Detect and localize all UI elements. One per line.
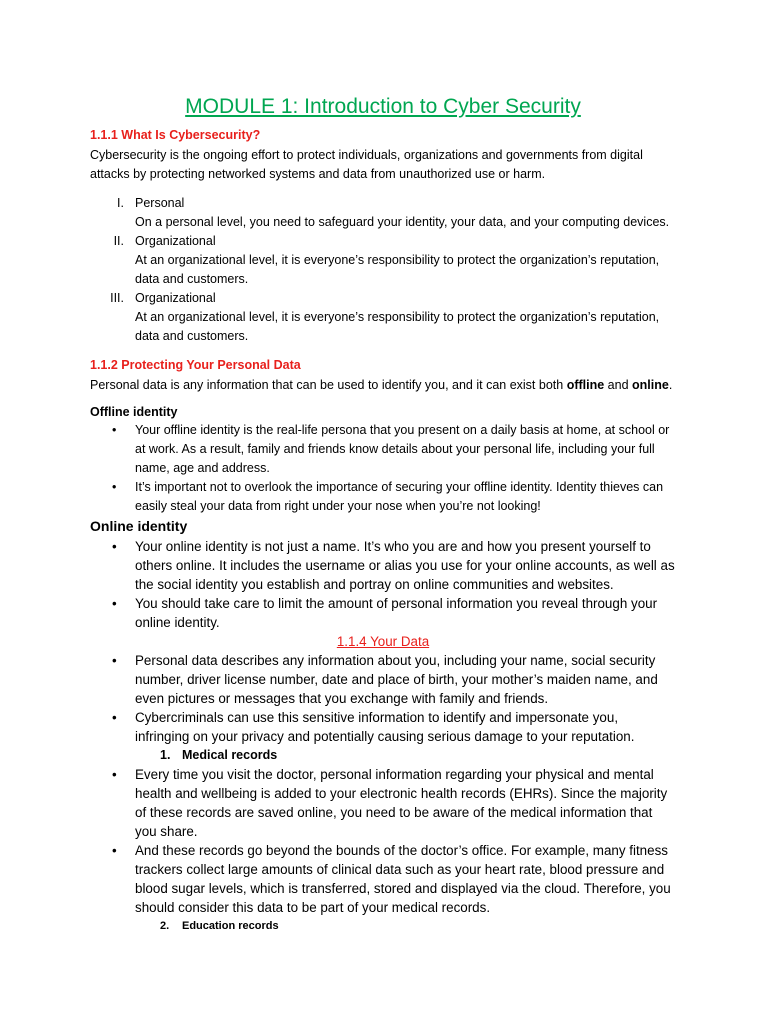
list-item [90,537,676,594]
list-item-text: Every time you visit the doctor, personal information regarding your physical and mental health and wellbeing is added to your electronic health records (EHRs). Since the majority of these records are saved online, you need to be aware of the medical information that you share. [135,767,668,839]
page-title: MODULE 1: Introduction to Cyber Security [185,95,581,118]
medical-records-heading [90,746,676,765]
list-item-text: Your online identity is not just a name. It’s who you are and how you present yourself to others online. It includes the username or alias you use for your online accounts, as well as the social identity you establish and portray on online communities and websites. [135,539,675,592]
personal-data-intro [90,376,676,395]
bullet-icon: • [112,596,117,611]
list-item [90,594,676,632]
roman-numeral: II. [113,234,124,248]
list-item-text: At an organizational level, it is everyone’s responsibility to protect the organization’s reputation, data and customers. [135,253,660,286]
list-item-text: Your offline identity is the real-life persona that you present on a daily basis at home, at school or at work. As a result, family and friends know details about your personal life, including your full name, age and address. [135,423,670,475]
list-item [90,841,676,917]
list-item-title: Organizational [135,291,216,305]
medical-records-list [90,765,676,917]
list-item [90,651,676,708]
list-item-text: At an organizational level, it is everyone’s responsibility to protect the organization’s reputation, data and customers. [135,310,660,343]
online-identity-list [90,537,676,632]
bullet-icon: • [112,653,117,668]
bullet-icon: • [112,767,117,782]
item-label: Medical records [182,748,278,762]
list-item-title: Organizational [135,234,216,248]
cybersecurity-levels-list [90,194,676,346]
intro-text: Personal data is any information that can be used to identify you, and it can exist both [90,378,567,392]
bullet-icon: • [112,423,117,437]
item-label: Education records [182,920,279,932]
list-item [90,289,676,346]
bullet-icon: • [112,539,117,554]
item-number: 2. [160,920,170,932]
list-item-title: Personal [135,196,185,210]
list-item [90,421,676,478]
list-item [90,765,676,841]
list-item-text: Personal data describes any information about you, including your name, social security number, driver license number, date and place of birth, your mother’s maiden name, and even pictures or messages that you exchange with family and friends. [135,653,658,706]
list-item-text: It’s important not to overlook the importance of securing your offline identity. Identity thieves can easily steal your data from right under your nose when you’re not looking! [135,480,664,513]
online-identity-heading: Online identity [90,518,188,534]
your-data-list [90,651,676,746]
education-records-heading [90,917,676,936]
online-keyword: online [632,378,669,392]
list-item [90,478,676,516]
intro-text: and [604,378,632,392]
section-heading-what-is-cybersecurity: 1.1.1 What Is Cybersecurity? [90,128,261,142]
list-item [90,708,676,746]
offline-keyword: offline [566,378,605,392]
list-item [90,194,676,232]
roman-numeral: I. [117,196,124,210]
list-item-text: Cybercriminals can use this sensitive information to identify and impersonate you, infringing on your privacy and potentially causing serious damage to your reputation. [135,710,635,744]
item-number: 1. [160,748,171,762]
section-heading-protecting-personal-data: 1.1.2 Protecting Your Personal Data [90,358,301,372]
bullet-icon: • [112,843,117,858]
offline-identity-heading: Offline identity [90,405,178,419]
intro-text: . [668,378,673,392]
section-heading-your-data: 1.1.4 Your Data [336,634,430,649]
roman-numeral: III. [110,291,124,305]
list-item-text: On a personal level, you need to safeguard your identity, your data, and your computing devices. [135,215,670,229]
cybersecurity-intro: Cybersecurity is the ongoing effort to protect individuals, organizations and governments from digital attacks by protecting networked systems and data from unauthorized use or harm. [90,148,643,181]
list-item [90,232,676,289]
bullet-icon: • [112,710,117,725]
list-item-text: You should take care to limit the amount of personal information you reveal through your online identity. [135,596,658,630]
offline-identity-list [90,421,676,516]
list-item-text: And these records go beyond the bounds of the doctor’s office. For example, many fitness trackers collect large amounts of clinical data such as your heart rate, blood pressure and blood sugar levels, which is transferred, stored and displayed via the cloud. Therefore, you should consider this data to be part of your medical records. [135,843,671,915]
bullet-icon: • [112,480,117,494]
